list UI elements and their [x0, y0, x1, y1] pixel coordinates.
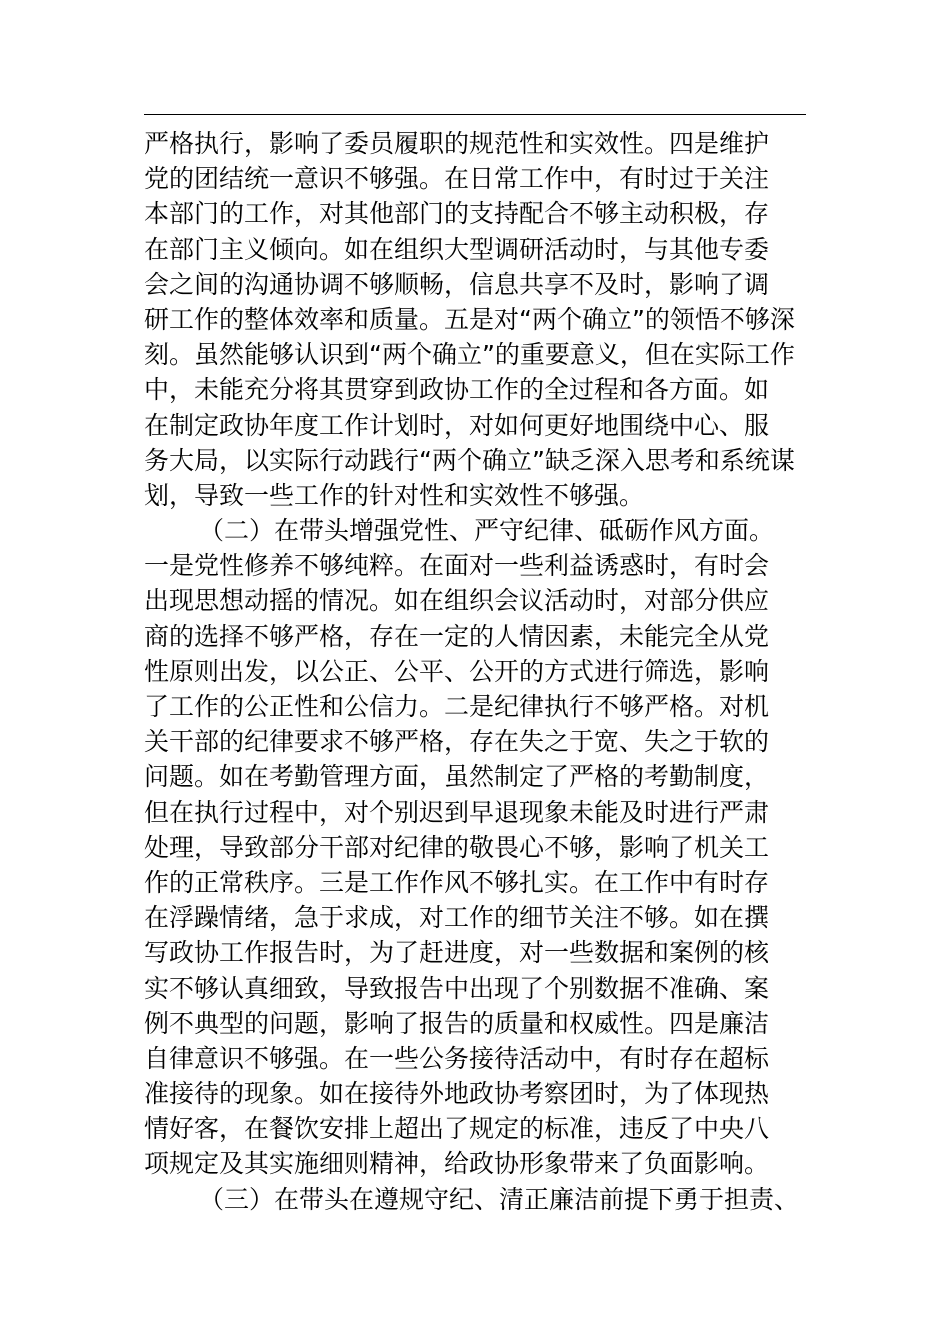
text-line: 务大局，以实际行动践行“两个确立”缺乏深入思考和系统谋	[144, 445, 795, 475]
text-line: 出现思想动摇的情况。如在组织会议活动时，对部分供应	[144, 586, 770, 616]
section-heading-2: （二）在带头增强党性、严守纪律、砥砺作风方面。	[199, 516, 775, 546]
text-line: 作的正常秩序。三是工作作风不够扎实。在工作中有时存	[144, 867, 770, 897]
text-line: 了工作的公正性和公信力。二是纪律执行不够严格。对机	[144, 692, 770, 721]
text-line: 准接待的现象。如在接待外地政协考察团时，为了体现热	[144, 1079, 770, 1109]
text-line: 会之间的沟通协调不够顺畅，信息共享不及时，影响了调	[144, 269, 770, 299]
text-line: 中，未能充分将其贯穿到政协工作的全过程和各方面。如	[144, 375, 770, 405]
text-line: 情好客，在餐饮安排上超出了规定的标准，违反了中央八	[144, 1114, 770, 1144]
text-line: 商的选择不够严格，存在一定的人情因素，未能完全从党	[144, 621, 770, 651]
body-text	[144, 126, 844, 1217]
text-line: 研工作的整体效率和质量。五是对“两个确立”的领悟不够深	[144, 304, 795, 334]
text-line: 本部门的工作，对其他部门的支持配合不够主动积极，存	[144, 199, 770, 229]
text-line: 自律意识不够强。在一些公务接待活动中，有时存在超标	[144, 1043, 770, 1073]
text-line: 实不够认真细致，导致报告中出现了个别数据不准确、案	[144, 973, 770, 1003]
text-line: 在浮躁情绪，急于求成，对工作的细节关注不够。如在撰	[144, 903, 770, 933]
text-line: 例不典型的问题，影响了报告的质量和权威性。四是廉洁	[144, 1008, 770, 1038]
text-line: 项规定及其实施细则精神，给政协形象带来了负面影响。	[144, 1149, 770, 1179]
text-line: 党的团结统一意识不够强。在日常工作中，有时过于关注	[144, 164, 770, 194]
text-line: 但在执行过程中，对个别迟到早退现象未能及时进行严肃	[144, 797, 770, 827]
text-line: 写政协工作报告时，为了赶进度，对一些数据和案例的核	[144, 938, 770, 968]
text-line: 严格执行，影响了委员履职的规范性和实效性。四是维护	[144, 129, 770, 158]
text-line: 一是党性修养不够纯粹。在面对一些利益诱惑时，有时会	[144, 551, 770, 581]
text-line: 问题。如在考勤管理方面，虽然制定了严格的考勤制度，	[144, 762, 770, 792]
header-rule	[144, 114, 806, 115]
text-line: 在部门主义倾向。如在组织大型调研活动时，与其他专委	[144, 234, 770, 264]
text-line: 处理，导致部分干部对纪律的敬畏心不够，影响了机关工	[144, 832, 770, 862]
text-line: 划，导致一些工作的针对性和实效性不够强。	[144, 480, 645, 510]
section-heading-3: （三）在带头在遵规守纪、清正廉洁前提下勇于担责、	[199, 1184, 800, 1214]
text-line: 关干部的纪律要求不够严格，存在失之于宽、失之于软的	[144, 727, 770, 757]
text-line: 性原则出发，以公正、公平、公开的方式进行筛选，影响	[144, 656, 770, 686]
text-line: 在制定政协年度工作计划时，对如何更好地围绕中心、服	[144, 410, 770, 440]
text-line: 刻。虽然能够认识到“两个确立”的重要意义，但在实际工作	[144, 340, 795, 370]
